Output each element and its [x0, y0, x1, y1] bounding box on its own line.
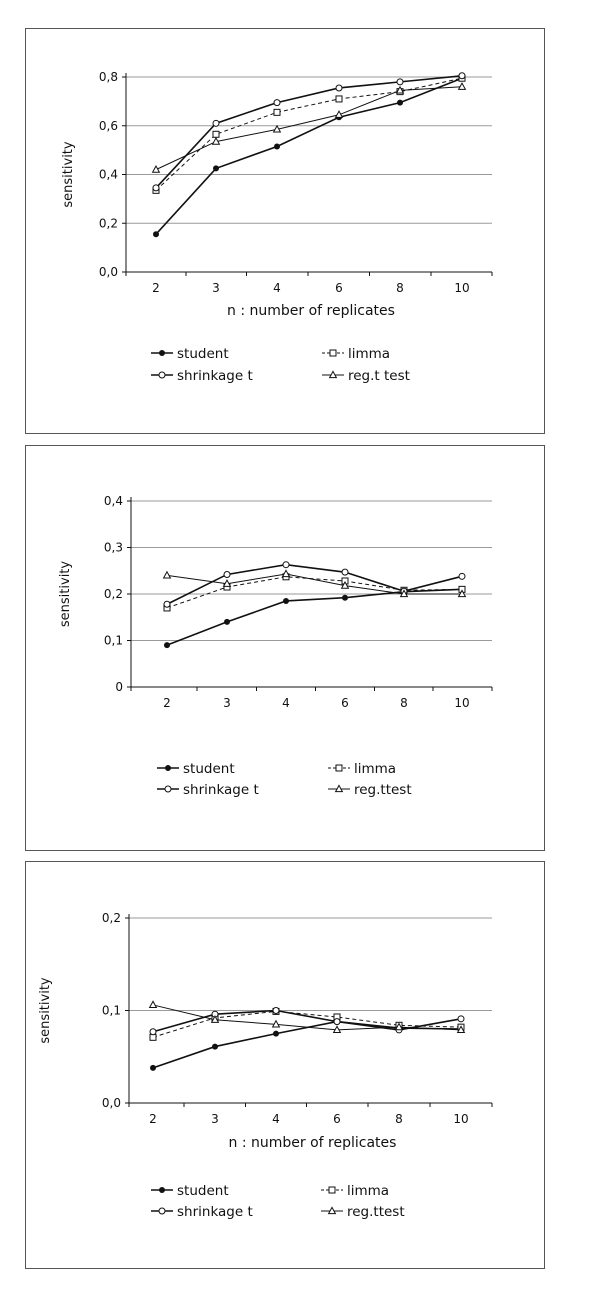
data-point-student	[164, 642, 170, 648]
x-tick-label: 2	[163, 696, 171, 710]
data-point-shrinkage-t	[397, 79, 403, 85]
x-tick-label: 8	[400, 696, 408, 710]
legend-label: limma	[348, 346, 391, 362]
y-axis-title: sensitivity	[58, 560, 73, 628]
series-line-shrinkage-t	[167, 565, 462, 605]
x-axis-title: n : number of replicates	[228, 1135, 397, 1151]
data-point-shrinkage-t	[459, 573, 465, 579]
data-point-student	[342, 595, 348, 601]
data-point-shrinkage-t	[150, 1029, 156, 1035]
y-axis-title: sensitivity	[38, 977, 53, 1044]
data-point-shrinkage-t	[164, 601, 170, 607]
y-tick-label: 0,1	[103, 633, 123, 648]
data-point-shrinkage-t	[273, 1008, 279, 1014]
legend-label: student	[183, 761, 235, 777]
data-point-student	[274, 143, 280, 149]
legend-marker	[329, 1187, 335, 1193]
x-tick-label: 3	[212, 281, 220, 295]
data-point-limma	[274, 109, 280, 115]
legend-marker	[165, 786, 171, 792]
series-line-student	[153, 1022, 461, 1068]
x-tick-label: 10	[453, 1112, 469, 1126]
sensitivity-chart-2	[26, 446, 544, 850]
data-point-student	[273, 1031, 279, 1037]
y-tick-label: 0,4	[98, 167, 118, 182]
x-tick-label: 6	[341, 696, 349, 710]
legend-marker	[159, 1208, 165, 1214]
data-point-limma	[213, 131, 219, 137]
legend-marker	[159, 1187, 165, 1193]
legend-label: shrinkage t	[183, 782, 259, 798]
data-point-reg-ttest	[150, 1001, 157, 1007]
legend-marker	[159, 350, 165, 356]
data-point-limma	[336, 96, 342, 102]
data-point-shrinkage-t	[334, 1019, 340, 1025]
x-tick-label: 8	[395, 1112, 403, 1126]
data-point-student	[213, 165, 219, 171]
legend-marker	[330, 350, 336, 356]
x-tick-label: 3	[211, 1112, 219, 1126]
y-tick-label: 0,8	[98, 70, 118, 84]
data-point-student	[283, 598, 289, 604]
legend-label: reg.ttest	[347, 1204, 405, 1220]
data-point-reg-ttest	[164, 572, 171, 578]
y-tick-label: 0,1	[101, 1003, 121, 1018]
legend-label: shrinkage t	[177, 1204, 253, 1220]
legend-marker	[336, 765, 342, 771]
x-tick-label: 2	[152, 281, 160, 295]
data-point-reg-t-test	[153, 166, 160, 172]
x-tick-label: 6	[335, 281, 343, 295]
legend-label: limma	[347, 1183, 390, 1199]
data-point-shrinkage-t	[336, 85, 342, 91]
series-line-limma	[153, 1011, 461, 1037]
y-tick-label: 0,2	[101, 911, 121, 925]
data-point-reg-t-test	[459, 83, 466, 89]
data-point-shrinkage-t	[283, 562, 289, 568]
legend-label: student	[177, 1183, 229, 1199]
data-point-shrinkage-t	[459, 73, 465, 79]
y-tick-label: 0	[115, 680, 123, 694]
x-tick-label: 4	[272, 1112, 280, 1126]
chart-panel-1	[25, 28, 545, 434]
sensitivity-chart-3	[26, 862, 544, 1268]
series-line-student	[156, 78, 462, 234]
x-axis-title: n : number of replicates	[227, 303, 395, 319]
chart-panel-2	[25, 445, 545, 851]
data-point-student	[212, 1044, 218, 1050]
y-tick-label: 0,0	[98, 265, 118, 279]
data-point-shrinkage-t	[224, 571, 230, 577]
x-tick-label: 3	[223, 696, 231, 710]
x-tick-label: 4	[273, 281, 281, 295]
series-line-reg-t-test	[156, 87, 462, 170]
legend-label: limma	[354, 761, 397, 777]
legend-marker	[165, 765, 171, 771]
series-line-student	[167, 589, 462, 645]
chart-panel-3	[25, 861, 545, 1269]
y-tick-label: 0,3	[103, 540, 123, 555]
data-point-shrinkage-t	[274, 100, 280, 106]
y-tick-label: 0,2	[103, 587, 123, 601]
legend-label: reg.ttest	[354, 782, 412, 798]
legend-marker	[159, 372, 165, 378]
data-point-shrinkage-t	[153, 185, 159, 191]
data-point-student	[153, 231, 159, 237]
data-point-student	[224, 619, 230, 625]
data-point-student	[150, 1065, 156, 1071]
legend-label: student	[177, 346, 229, 362]
data-point-shrinkage-t	[458, 1016, 464, 1022]
x-tick-label: 10	[454, 696, 470, 710]
data-point-student	[397, 100, 403, 106]
data-point-shrinkage-t	[342, 569, 348, 575]
y-tick-label: 0,4	[103, 494, 123, 508]
y-tick-label: 0,6	[98, 118, 118, 133]
x-tick-label: 8	[396, 281, 404, 295]
y-tick-label: 0,0	[101, 1096, 121, 1110]
legend-label: reg.t test	[348, 368, 410, 384]
y-tick-label: 0,2	[98, 216, 118, 231]
x-tick-label: 6	[333, 1112, 341, 1126]
x-tick-label: 4	[282, 696, 290, 710]
data-point-shrinkage-t	[213, 120, 219, 126]
sensitivity-chart-1	[26, 29, 544, 433]
legend-label: shrinkage t	[177, 368, 253, 384]
x-tick-label: 2	[149, 1112, 157, 1126]
series-line-reg-ttest	[153, 1005, 461, 1030]
x-tick-label: 10	[454, 281, 470, 295]
y-axis-title: sensitivity	[61, 141, 76, 208]
